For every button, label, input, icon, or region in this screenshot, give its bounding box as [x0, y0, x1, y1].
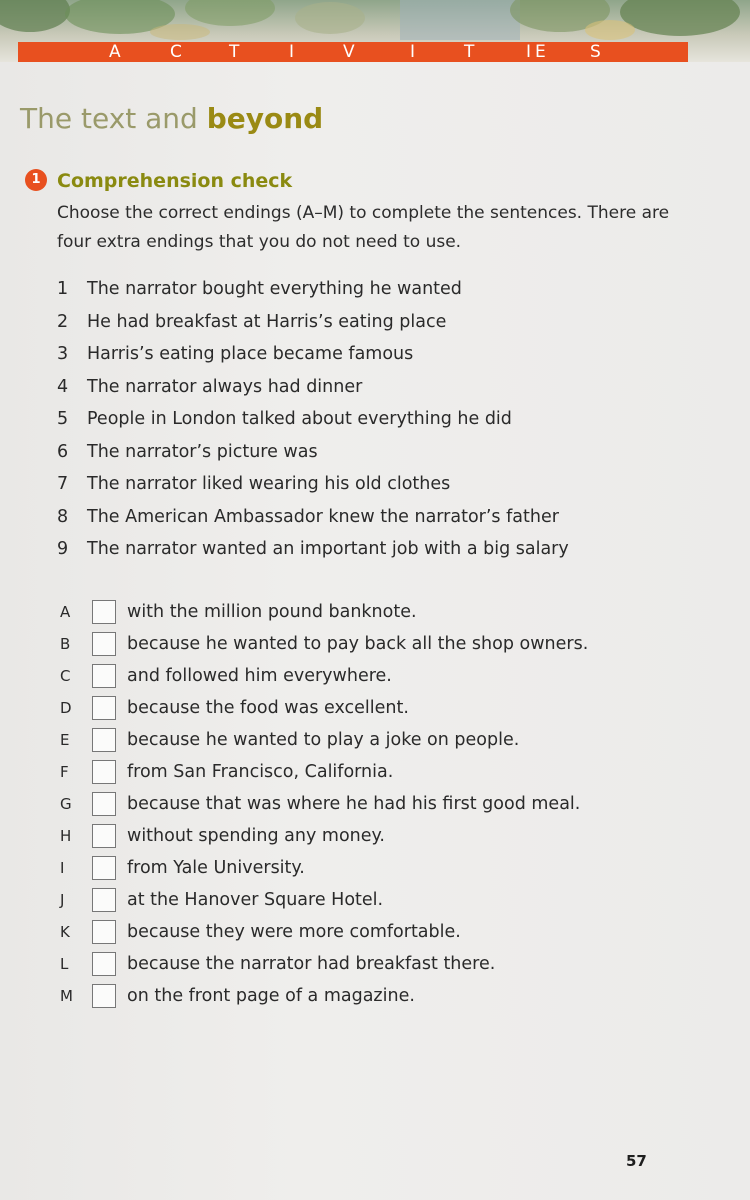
exercise-number-badge: 1	[25, 169, 47, 191]
ending-letter: M	[60, 987, 73, 1005]
answer-checkbox[interactable]	[92, 984, 116, 1008]
page-title	[20, 102, 323, 135]
ending-text: because they were more comfortable.	[127, 922, 461, 942]
ending-text: because he wanted to pay back all the shop owners.	[127, 634, 589, 654]
ending-text: because he wanted to play a joke on people.	[127, 730, 520, 750]
answer-checkbox[interactable]	[92, 824, 116, 848]
sentence-item	[57, 342, 413, 366]
ending-letter: C	[60, 667, 71, 685]
ending-item	[60, 598, 417, 626]
banner-letter: I	[410, 42, 416, 62]
ending-text: at the Hanover Square Hotel.	[127, 890, 384, 910]
banner-letter: T	[229, 42, 240, 62]
sentence-text: He had breakfast at Harris’s eating place	[87, 312, 447, 332]
page-title-bold: beyond	[206, 102, 324, 135]
ending-letter: L	[60, 955, 69, 973]
sentence-item	[57, 537, 569, 561]
banner-letter: S	[590, 42, 601, 62]
ending-letter: I	[60, 859, 65, 877]
ending-item	[60, 726, 519, 754]
banner-letter: I	[526, 42, 532, 62]
ending-text: because the food was excellent.	[127, 698, 409, 718]
banner-letter: T	[464, 42, 475, 62]
ending-item	[60, 758, 393, 786]
exercise-title: Comprehension check	[57, 170, 293, 192]
sentence-item	[57, 505, 559, 529]
sentence-number: 1	[57, 279, 69, 299]
sentence-text: The narrator bought everything he wanted	[87, 279, 462, 299]
ending-text: because the narrator had breakfast there.	[127, 954, 496, 974]
sentence-number: 6	[57, 442, 69, 462]
banner-letter: V	[343, 42, 355, 62]
answer-checkbox[interactable]	[92, 632, 116, 656]
sentence-item	[57, 310, 446, 334]
sentence-text: Harris’s eating place became famous	[87, 344, 414, 364]
banner-letter: A	[109, 42, 121, 62]
ending-item	[60, 630, 588, 658]
ending-text: with the million pound banknote.	[127, 602, 417, 622]
sentence-text: People in London talked about everything he did	[87, 409, 512, 429]
ending-letter: K	[60, 923, 70, 941]
sentence-text: The narrator liked wearing his old clothes	[87, 474, 451, 494]
ending-letter: D	[60, 699, 72, 717]
answer-checkbox[interactable]	[92, 696, 116, 720]
answer-checkbox[interactable]	[92, 856, 116, 880]
ending-item	[60, 950, 495, 978]
ending-text: and followed him everywhere.	[127, 666, 392, 686]
sentence-number: 2	[57, 312, 69, 332]
answer-checkbox[interactable]	[92, 952, 116, 976]
ending-item	[60, 982, 415, 1010]
answer-checkbox[interactable]	[92, 792, 116, 816]
sentence-text: The American Ambassador knew the narrator’s father	[87, 507, 559, 527]
ending-item	[60, 662, 392, 690]
answer-checkbox[interactable]	[92, 760, 116, 784]
page-title-regular: The text and	[20, 102, 207, 135]
page-number: 57	[626, 1152, 647, 1170]
ending-text: from San Francisco, California.	[127, 762, 394, 782]
sentence-number: 5	[57, 409, 69, 429]
sentence-item	[57, 407, 512, 431]
sentence-item	[57, 440, 318, 464]
sentence-number: 3	[57, 344, 69, 364]
sentence-item	[57, 472, 450, 496]
sentence-text: The narrator’s picture was	[87, 442, 318, 462]
ending-text: from Yale University.	[127, 858, 305, 878]
answer-checkbox[interactable]	[92, 920, 116, 944]
ending-letter: J	[60, 891, 65, 909]
activities-banner	[18, 42, 688, 62]
ending-text: on the front page of a magazine.	[127, 986, 415, 1006]
ending-letter: H	[60, 827, 72, 845]
banner-letter: I	[289, 42, 295, 62]
ending-letter: B	[60, 635, 71, 653]
ending-letter: E	[60, 731, 70, 749]
answer-checkbox[interactable]	[92, 600, 116, 624]
sentence-number: 9	[57, 539, 69, 559]
sentence-item	[57, 375, 362, 399]
ending-item	[60, 918, 461, 946]
sentence-number: 7	[57, 474, 69, 494]
ending-item	[60, 886, 383, 914]
answer-checkbox[interactable]	[92, 888, 116, 912]
sentence-number: 4	[57, 377, 69, 397]
ending-item	[60, 854, 305, 882]
sentence-text: The narrator always had dinner	[87, 377, 363, 397]
ending-item	[60, 822, 385, 850]
ending-item	[60, 694, 409, 722]
exercise-instructions: Choose the correct endings (A–M) to complete the sentences. There are four extra endings that you do not need to use.	[57, 203, 670, 252]
ending-letter: G	[60, 795, 72, 813]
sentence-item	[57, 277, 462, 301]
ending-text: because that was where he had his first good meal.	[127, 794, 581, 814]
ending-text: without spending any money.	[127, 826, 385, 846]
ending-item	[60, 790, 580, 818]
sentence-text: The narrator wanted an important job with a big salary	[87, 539, 569, 559]
answer-checkbox[interactable]	[92, 728, 116, 752]
banner-letter: E	[535, 42, 546, 62]
answer-checkbox[interactable]	[92, 664, 116, 688]
banner-letter: C	[170, 42, 182, 62]
sentence-number: 8	[57, 507, 69, 527]
ending-letter: F	[60, 763, 69, 781]
ending-letter: A	[60, 603, 71, 621]
header-illustration	[0, 0, 750, 62]
